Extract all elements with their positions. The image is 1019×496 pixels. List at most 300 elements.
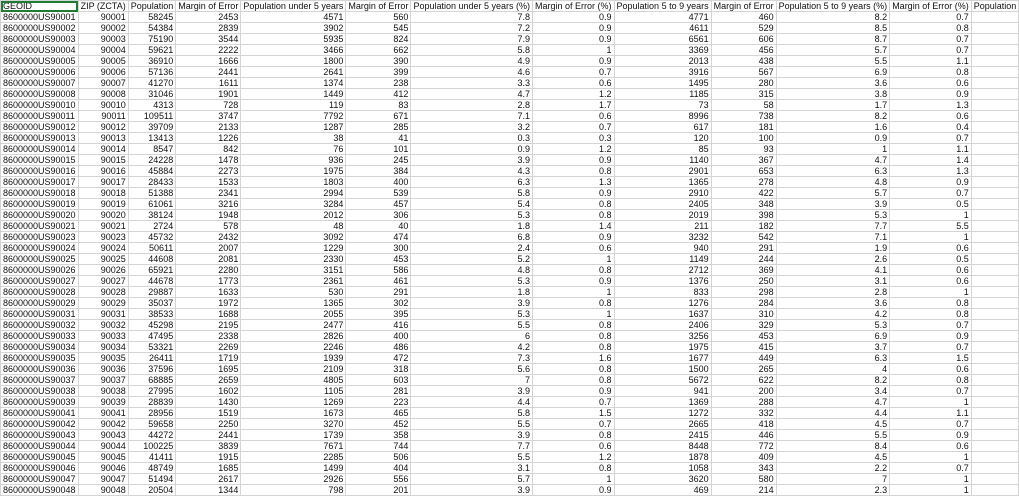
- data-cell[interactable]: 24228: [128, 155, 176, 166]
- geoid-cell[interactable]: 8600000US90010: [1, 100, 79, 111]
- data-cell[interactable]: 7.1: [411, 111, 533, 122]
- data-cell[interactable]: 1.7: [533, 100, 615, 111]
- data-cell[interactable]: [971, 375, 1019, 386]
- data-cell[interactable]: 3151: [241, 265, 346, 276]
- data-cell[interactable]: 181: [711, 122, 776, 133]
- geoid-cell[interactable]: 8600000US90007: [1, 78, 79, 89]
- data-cell[interactable]: 27995: [128, 386, 176, 397]
- data-cell[interactable]: 90045: [78, 452, 128, 463]
- data-cell[interactable]: 2013: [614, 56, 711, 67]
- data-cell[interactable]: 0.9: [533, 34, 615, 45]
- data-cell[interactable]: 1.1: [890, 144, 972, 155]
- data-cell[interactable]: 2250: [176, 419, 241, 430]
- data-cell[interactable]: 2712: [614, 265, 711, 276]
- data-cell[interactable]: [971, 353, 1019, 364]
- data-cell[interactable]: 560: [346, 12, 411, 23]
- data-cell[interactable]: 539: [346, 188, 411, 199]
- data-cell[interactable]: 2910: [614, 188, 711, 199]
- data-cell[interactable]: 1140: [614, 155, 711, 166]
- data-cell[interactable]: 3747: [176, 111, 241, 122]
- data-cell[interactable]: 1.6: [776, 122, 890, 133]
- data-cell[interactable]: [971, 232, 1019, 243]
- data-cell[interactable]: 4611: [614, 23, 711, 34]
- data-cell[interactable]: 65921: [128, 265, 176, 276]
- data-cell[interactable]: 2659: [176, 375, 241, 386]
- data-cell[interactable]: 4571: [241, 12, 346, 23]
- data-cell[interactable]: 37596: [128, 364, 176, 375]
- data-cell[interactable]: 44608: [128, 254, 176, 265]
- data-cell[interactable]: 457: [346, 199, 411, 210]
- data-cell[interactable]: 0.7: [533, 67, 615, 78]
- data-cell[interactable]: 415: [711, 342, 776, 353]
- column-header[interactable]: Population 5 to 9 years: [614, 1, 711, 12]
- data-cell[interactable]: 119: [241, 100, 346, 111]
- data-cell[interactable]: [971, 397, 1019, 408]
- data-cell[interactable]: 738: [711, 111, 776, 122]
- data-cell[interactable]: 5.5: [411, 452, 533, 463]
- data-cell[interactable]: 50611: [128, 243, 176, 254]
- data-cell[interactable]: 0.6: [533, 243, 615, 254]
- data-cell[interactable]: 506: [346, 452, 411, 463]
- data-cell[interactable]: 453: [711, 331, 776, 342]
- data-cell[interactable]: 2.8: [411, 100, 533, 111]
- data-cell[interactable]: 0.9: [533, 188, 615, 199]
- data-cell[interactable]: 265: [711, 364, 776, 375]
- column-header[interactable]: Margin of Error (%): [533, 1, 615, 12]
- data-cell[interactable]: 469: [614, 485, 711, 496]
- data-cell[interactable]: 461: [346, 276, 411, 287]
- data-cell[interactable]: 214: [711, 485, 776, 496]
- data-cell[interactable]: 4.4: [411, 397, 533, 408]
- data-cell[interactable]: 0.6: [533, 78, 615, 89]
- data-cell[interactable]: 90020: [78, 210, 128, 221]
- data-cell[interactable]: 51388: [128, 188, 176, 199]
- data-cell[interactable]: 0.8: [890, 375, 972, 386]
- data-cell[interactable]: 0.9: [890, 430, 972, 441]
- data-cell[interactable]: 2195: [176, 320, 241, 331]
- data-cell[interactable]: 90043: [78, 430, 128, 441]
- data-cell[interactable]: 61061: [128, 199, 176, 210]
- data-cell[interactable]: 1.2: [533, 452, 615, 463]
- data-cell[interactable]: 1287: [241, 122, 346, 133]
- data-cell[interactable]: 1276: [614, 298, 711, 309]
- data-cell[interactable]: 0.9: [533, 485, 615, 496]
- data-cell[interactable]: 90046: [78, 463, 128, 474]
- data-cell[interactable]: 90039: [78, 397, 128, 408]
- data-cell[interactable]: 936: [241, 155, 346, 166]
- data-cell[interactable]: [971, 12, 1019, 23]
- geoid-cell[interactable]: 8600000US90020: [1, 210, 79, 221]
- data-cell[interactable]: 580: [711, 474, 776, 485]
- data-cell[interactable]: 358: [346, 430, 411, 441]
- data-cell[interactable]: 0.8: [533, 430, 615, 441]
- data-cell[interactable]: 1673: [241, 408, 346, 419]
- geoid-cell[interactable]: 8600000US90019: [1, 199, 79, 210]
- data-cell[interactable]: 399: [346, 67, 411, 78]
- data-cell[interactable]: 332: [711, 408, 776, 419]
- data-cell[interactable]: 0.7: [890, 419, 972, 430]
- data-cell[interactable]: 0.6: [890, 276, 972, 287]
- data-cell[interactable]: 90007: [78, 78, 128, 89]
- data-cell[interactable]: 0.7: [890, 45, 972, 56]
- geoid-cell[interactable]: 8600000US90008: [1, 89, 79, 100]
- data-cell[interactable]: 90042: [78, 419, 128, 430]
- data-cell[interactable]: 1972: [176, 298, 241, 309]
- data-cell[interactable]: 0.6: [890, 441, 972, 452]
- column-header[interactable]: ZIP (ZCTA): [78, 1, 128, 12]
- data-cell[interactable]: 6.9: [776, 331, 890, 342]
- data-cell[interactable]: 0.7: [533, 397, 615, 408]
- geoid-cell[interactable]: 8600000US90015: [1, 155, 79, 166]
- data-cell[interactable]: 1948: [176, 210, 241, 221]
- data-cell[interactable]: 90029: [78, 298, 128, 309]
- geoid-cell[interactable]: 8600000US90026: [1, 265, 79, 276]
- data-cell[interactable]: 452: [346, 419, 411, 430]
- data-cell[interactable]: 5.2: [411, 254, 533, 265]
- data-cell[interactable]: 7.7: [776, 221, 890, 232]
- data-cell[interactable]: [971, 320, 1019, 331]
- data-cell[interactable]: 288: [711, 397, 776, 408]
- data-cell[interactable]: 2280: [176, 265, 241, 276]
- geoid-cell[interactable]: 8600000US90017: [1, 177, 79, 188]
- data-cell[interactable]: 2665: [614, 419, 711, 430]
- data-cell[interactable]: 0.7: [890, 12, 972, 23]
- data-cell[interactable]: 90008: [78, 89, 128, 100]
- data-cell[interactable]: 93: [711, 144, 776, 155]
- data-cell[interactable]: 2441: [176, 430, 241, 441]
- data-cell[interactable]: 0.8: [533, 342, 615, 353]
- data-cell[interactable]: 744: [346, 441, 411, 452]
- data-cell[interactable]: 0.8: [533, 463, 615, 474]
- column-header[interactable]: GEOID: [1, 1, 79, 12]
- data-cell[interactable]: 418: [711, 419, 776, 430]
- data-cell[interactable]: 1: [533, 474, 615, 485]
- data-cell[interactable]: 7671: [241, 441, 346, 452]
- data-cell[interactable]: 5.7: [776, 45, 890, 56]
- data-cell[interactable]: [971, 56, 1019, 67]
- data-cell[interactable]: 3.7: [776, 342, 890, 353]
- data-cell[interactable]: 1: [533, 309, 615, 320]
- data-cell[interactable]: 400: [346, 331, 411, 342]
- data-cell[interactable]: 446: [711, 430, 776, 441]
- data-cell[interactable]: 1365: [614, 177, 711, 188]
- data-cell[interactable]: [971, 342, 1019, 353]
- data-cell[interactable]: 2273: [176, 166, 241, 177]
- data-cell[interactable]: 1105: [241, 386, 346, 397]
- data-cell[interactable]: 8996: [614, 111, 711, 122]
- data-cell[interactable]: 1685: [176, 463, 241, 474]
- data-cell[interactable]: 3.9: [411, 485, 533, 496]
- data-cell[interactable]: 8.7: [776, 34, 890, 45]
- data-cell[interactable]: 44272: [128, 430, 176, 441]
- data-cell[interactable]: 412: [346, 89, 411, 100]
- data-cell[interactable]: 0.9: [533, 232, 615, 243]
- data-cell[interactable]: 2724: [128, 221, 176, 232]
- data-cell[interactable]: 1: [890, 485, 972, 496]
- data-cell[interactable]: 2012: [241, 210, 346, 221]
- data-cell[interactable]: 1226: [176, 133, 241, 144]
- data-cell[interactable]: 1.2: [533, 89, 615, 100]
- data-cell[interactable]: 2926: [241, 474, 346, 485]
- data-cell[interactable]: 47495: [128, 331, 176, 342]
- data-cell[interactable]: 5.3: [776, 320, 890, 331]
- data-cell[interactable]: 0.7: [890, 34, 972, 45]
- data-cell[interactable]: 45732: [128, 232, 176, 243]
- data-cell[interactable]: 1666: [176, 56, 241, 67]
- data-cell[interactable]: 348: [711, 199, 776, 210]
- data-cell[interactable]: 0.9: [533, 155, 615, 166]
- geoid-cell[interactable]: 8600000US90036: [1, 364, 79, 375]
- data-cell[interactable]: 1.1: [890, 56, 972, 67]
- data-cell[interactable]: 26411: [128, 353, 176, 364]
- data-cell[interactable]: 369: [711, 265, 776, 276]
- data-cell[interactable]: 3256: [614, 331, 711, 342]
- data-cell[interactable]: 0.7: [890, 386, 972, 397]
- geoid-cell[interactable]: 8600000US90013: [1, 133, 79, 144]
- data-cell[interactable]: 404: [346, 463, 411, 474]
- data-cell[interactable]: 1.5: [533, 408, 615, 419]
- data-cell[interactable]: 0.8: [533, 166, 615, 177]
- data-cell[interactable]: [971, 78, 1019, 89]
- data-cell[interactable]: 7.2: [411, 23, 533, 34]
- data-cell[interactable]: 90005: [78, 56, 128, 67]
- data-cell[interactable]: 90019: [78, 199, 128, 210]
- data-cell[interactable]: 329: [711, 320, 776, 331]
- data-cell[interactable]: [971, 298, 1019, 309]
- geoid-cell[interactable]: 8600000US90002: [1, 23, 79, 34]
- data-cell[interactable]: 4.8: [411, 265, 533, 276]
- data-cell[interactable]: 1: [533, 254, 615, 265]
- geoid-cell[interactable]: 8600000US90001: [1, 12, 79, 23]
- data-cell[interactable]: 3466: [241, 45, 346, 56]
- geoid-cell[interactable]: 8600000US90047: [1, 474, 79, 485]
- data-cell[interactable]: 284: [711, 298, 776, 309]
- data-cell[interactable]: 0.7: [890, 342, 972, 353]
- data-cell[interactable]: 6.3: [776, 353, 890, 364]
- data-cell[interactable]: 90033: [78, 331, 128, 342]
- data-cell[interactable]: 300: [346, 243, 411, 254]
- data-cell[interactable]: 798: [241, 485, 346, 496]
- data-cell[interactable]: 4.2: [411, 342, 533, 353]
- data-cell[interactable]: 90003: [78, 34, 128, 45]
- data-cell[interactable]: 2415: [614, 430, 711, 441]
- data-cell[interactable]: 456: [711, 45, 776, 56]
- data-cell[interactable]: [971, 199, 1019, 210]
- geoid-cell[interactable]: 8600000US90004: [1, 45, 79, 56]
- data-cell[interactable]: 5.7: [411, 474, 533, 485]
- data-cell[interactable]: 1.6: [533, 353, 615, 364]
- data-cell[interactable]: 7792: [241, 111, 346, 122]
- data-cell[interactable]: 0.6: [890, 243, 972, 254]
- data-cell[interactable]: 1878: [614, 452, 711, 463]
- data-cell[interactable]: 545: [346, 23, 411, 34]
- column-header[interactable]: Margin of Error: [176, 1, 241, 12]
- data-cell[interactable]: 1.5: [890, 353, 972, 364]
- data-cell[interactable]: 4.8: [776, 177, 890, 188]
- data-cell[interactable]: 90006: [78, 67, 128, 78]
- data-cell[interactable]: 5.3: [411, 309, 533, 320]
- data-cell[interactable]: 90047: [78, 474, 128, 485]
- data-cell[interactable]: [971, 111, 1019, 122]
- geoid-cell[interactable]: 8600000US90032: [1, 320, 79, 331]
- data-cell[interactable]: 41: [346, 133, 411, 144]
- data-cell[interactable]: 2133: [176, 122, 241, 133]
- data-cell[interactable]: 603: [346, 375, 411, 386]
- column-header[interactable]: Margin of Error (%): [890, 1, 972, 12]
- data-cell[interactable]: 90002: [78, 23, 128, 34]
- data-cell[interactable]: 5.5: [890, 221, 972, 232]
- data-cell[interactable]: 4805: [241, 375, 346, 386]
- data-cell[interactable]: 0.8: [533, 331, 615, 342]
- data-cell[interactable]: 90035: [78, 353, 128, 364]
- data-cell[interactable]: 622: [711, 375, 776, 386]
- data-cell[interactable]: 1.9: [776, 243, 890, 254]
- geoid-cell[interactable]: 8600000US90037: [1, 375, 79, 386]
- data-cell[interactable]: 3.1: [776, 276, 890, 287]
- data-cell[interactable]: 1800: [241, 56, 346, 67]
- data-cell[interactable]: 0.9: [533, 56, 615, 67]
- data-cell[interactable]: 39709: [128, 122, 176, 133]
- geoid-cell[interactable]: 8600000US90031: [1, 309, 79, 320]
- geoid-cell[interactable]: 8600000US90043: [1, 430, 79, 441]
- data-cell[interactable]: 245: [346, 155, 411, 166]
- data-cell[interactable]: 90021: [78, 221, 128, 232]
- data-cell[interactable]: 8.2: [776, 375, 890, 386]
- data-cell[interactable]: 0.8: [890, 309, 972, 320]
- data-cell[interactable]: 1.1: [890, 408, 972, 419]
- data-cell[interactable]: 5.3: [411, 210, 533, 221]
- geoid-cell[interactable]: 8600000US90014: [1, 144, 79, 155]
- data-cell[interactable]: 59658: [128, 419, 176, 430]
- data-cell[interactable]: 3.9: [776, 199, 890, 210]
- data-cell[interactable]: 90048: [78, 485, 128, 496]
- data-cell[interactable]: 1677: [614, 353, 711, 364]
- data-cell[interactable]: 28956: [128, 408, 176, 419]
- data-cell[interactable]: 1688: [176, 309, 241, 320]
- data-cell[interactable]: 1739: [241, 430, 346, 441]
- data-cell[interactable]: 8547: [128, 144, 176, 155]
- geoid-cell[interactable]: 8600000US90025: [1, 254, 79, 265]
- geoid-cell[interactable]: 8600000US90034: [1, 342, 79, 353]
- data-cell[interactable]: 285: [346, 122, 411, 133]
- data-cell[interactable]: 302: [346, 298, 411, 309]
- data-cell[interactable]: 1365: [241, 298, 346, 309]
- data-cell[interactable]: 48: [241, 221, 346, 232]
- data-cell[interactable]: 8448: [614, 441, 711, 452]
- data-cell[interactable]: 0.7: [533, 419, 615, 430]
- data-cell[interactable]: 1773: [176, 276, 241, 287]
- data-cell[interactable]: [971, 210, 1019, 221]
- data-cell[interactable]: 90025: [78, 254, 128, 265]
- data-cell[interactable]: 3902: [241, 23, 346, 34]
- data-cell[interactable]: [971, 474, 1019, 485]
- data-cell[interactable]: 3839: [176, 441, 241, 452]
- data-cell[interactable]: 2441: [176, 67, 241, 78]
- data-cell[interactable]: 0.9: [890, 177, 972, 188]
- data-cell[interactable]: 398: [711, 210, 776, 221]
- data-cell[interactable]: 662: [346, 45, 411, 56]
- data-cell[interactable]: 120: [614, 133, 711, 144]
- data-cell[interactable]: 38: [241, 133, 346, 144]
- data-cell[interactable]: 1.2: [533, 144, 615, 155]
- data-cell[interactable]: 0.6: [890, 265, 972, 276]
- column-header[interactable]: Population under 5 years: [241, 1, 346, 12]
- data-cell[interactable]: 3.9: [411, 298, 533, 309]
- data-cell[interactable]: 41270: [128, 78, 176, 89]
- data-cell[interactable]: 1719: [176, 353, 241, 364]
- data-cell[interactable]: [971, 276, 1019, 287]
- data-cell[interactable]: 7: [776, 474, 890, 485]
- data-cell[interactable]: 1: [890, 397, 972, 408]
- data-cell[interactable]: 1637: [614, 309, 711, 320]
- data-cell[interactable]: 653: [711, 166, 776, 177]
- data-cell[interactable]: 90014: [78, 144, 128, 155]
- data-cell[interactable]: 5.8: [411, 45, 533, 56]
- data-cell[interactable]: 2.2: [776, 463, 890, 474]
- data-cell[interactable]: 2055: [241, 309, 346, 320]
- geoid-cell[interactable]: 8600000US90023: [1, 232, 79, 243]
- data-cell[interactable]: 4.7: [776, 397, 890, 408]
- data-cell[interactable]: 0.8: [533, 375, 615, 386]
- data-cell[interactable]: 842: [176, 144, 241, 155]
- column-header[interactable]: Population under 5 years (%): [411, 1, 533, 12]
- geoid-cell[interactable]: 8600000US90018: [1, 188, 79, 199]
- geoid-cell[interactable]: 8600000US90012: [1, 122, 79, 133]
- data-cell[interactable]: 1058: [614, 463, 711, 474]
- data-cell[interactable]: 201: [346, 485, 411, 496]
- data-cell[interactable]: 90001: [78, 12, 128, 23]
- data-cell[interactable]: 0.8: [890, 67, 972, 78]
- column-header[interactable]: Population: [128, 1, 176, 12]
- data-cell[interactable]: 3092: [241, 232, 346, 243]
- data-cell[interactable]: 1.4: [533, 221, 615, 232]
- data-cell[interactable]: 460: [711, 12, 776, 23]
- data-cell[interactable]: 6.8: [411, 232, 533, 243]
- data-cell[interactable]: 2432: [176, 232, 241, 243]
- geoid-cell[interactable]: 8600000US90029: [1, 298, 79, 309]
- data-cell[interactable]: 2341: [176, 188, 241, 199]
- data-cell[interactable]: 1602: [176, 386, 241, 397]
- data-cell[interactable]: 20504: [128, 485, 176, 496]
- data-cell[interactable]: 5.7: [776, 188, 890, 199]
- data-cell[interactable]: 474: [346, 232, 411, 243]
- data-cell[interactable]: 400: [346, 177, 411, 188]
- data-cell[interactable]: 211: [614, 221, 711, 232]
- data-cell[interactable]: 1500: [614, 364, 711, 375]
- geoid-cell[interactable]: 8600000US90028: [1, 287, 79, 298]
- data-cell[interactable]: 90024: [78, 243, 128, 254]
- data-cell[interactable]: 3.9: [411, 430, 533, 441]
- data-cell[interactable]: 6.3: [411, 177, 533, 188]
- data-cell[interactable]: 59621: [128, 45, 176, 56]
- data-cell[interactable]: 1: [776, 144, 890, 155]
- data-cell[interactable]: [971, 265, 1019, 276]
- data-cell[interactable]: 3369: [614, 45, 711, 56]
- data-cell[interactable]: 0.7: [890, 188, 972, 199]
- data-cell[interactable]: 1975: [614, 342, 711, 353]
- geoid-cell[interactable]: 8600000US90005: [1, 56, 79, 67]
- data-cell[interactable]: 90034: [78, 342, 128, 353]
- data-cell[interactable]: 3620: [614, 474, 711, 485]
- data-cell[interactable]: 58: [711, 100, 776, 111]
- data-cell[interactable]: 5.5: [776, 430, 890, 441]
- data-cell[interactable]: 4.3: [411, 166, 533, 177]
- data-cell[interactable]: 3544: [176, 34, 241, 45]
- data-cell[interactable]: 1803: [241, 177, 346, 188]
- data-cell[interactable]: 2453: [176, 12, 241, 23]
- data-cell[interactable]: 90028: [78, 287, 128, 298]
- column-header[interactable]: Margin of Error: [711, 1, 776, 12]
